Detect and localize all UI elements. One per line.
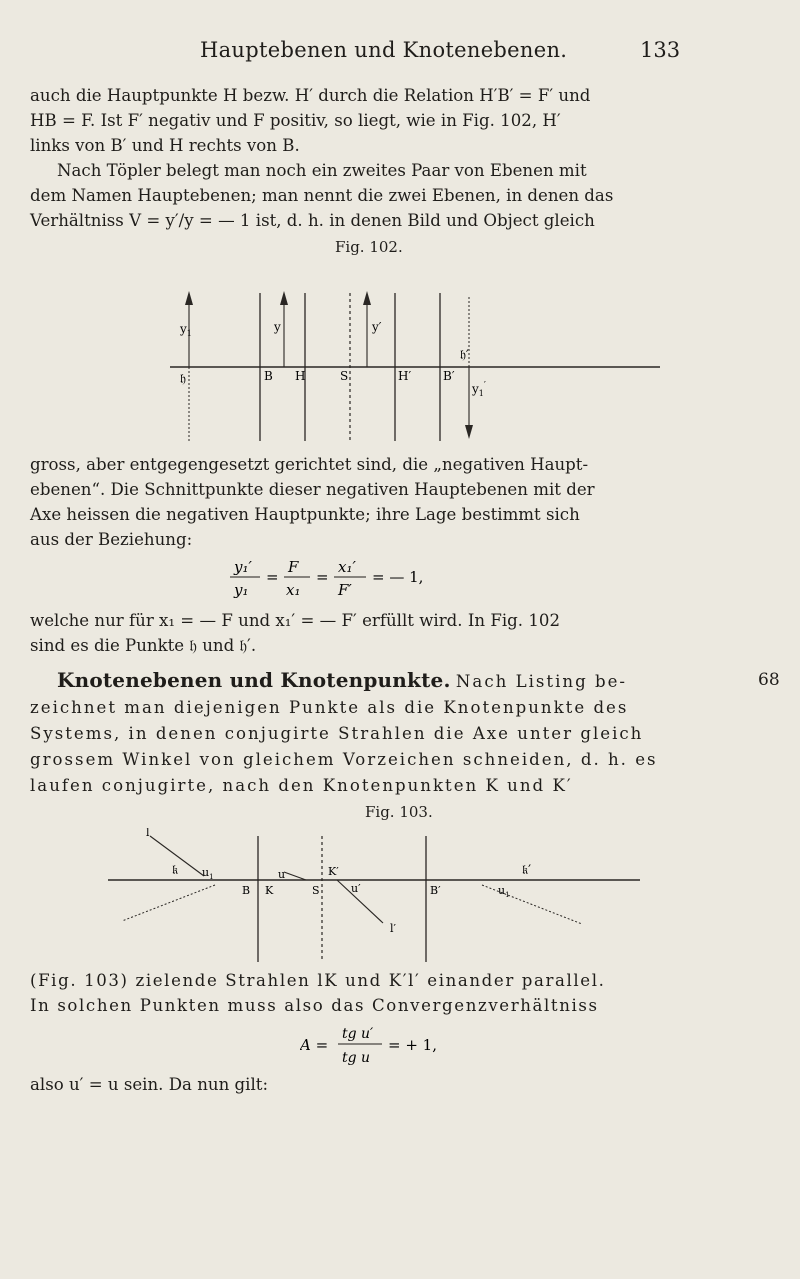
ray-uK xyxy=(284,872,306,880)
label-H: H xyxy=(295,369,306,383)
text-line: also u′ = u sein. Da nun gilt: xyxy=(30,1075,269,1094)
text-span: Nach Listing be- xyxy=(455,672,628,691)
paragraph-hauptpunkte xyxy=(30,83,680,233)
frac1-num: y₁′ xyxy=(234,558,252,576)
formula-lhs: A = xyxy=(300,1036,329,1054)
formula-svg xyxy=(228,552,568,602)
text-line: Verhältniss V = y′/y = — 1 ist, d. h. in denen Bild und Object gleich xyxy=(30,211,595,230)
label-K: K xyxy=(265,884,274,897)
figure-102-caption: Fig. 102. xyxy=(335,238,403,256)
figure-103 xyxy=(100,828,680,972)
label-S: S xyxy=(340,369,349,383)
text-line: auch die Hauptpunkte H bezw. H′ durch die Relation H′B′ = F′ und xyxy=(30,86,591,105)
label-u1: $u_1$ xyxy=(202,866,214,881)
running-title: Hauptebenen und Knotenebenen. xyxy=(200,38,568,62)
text-line: In solchen Punkten muss also das Convergenzverhältniss xyxy=(30,996,599,1015)
formula-convergence xyxy=(300,1020,520,1068)
formula-rhs: = — 1, xyxy=(372,568,424,586)
formula-rhs: = + 1, xyxy=(388,1036,437,1054)
frac-num: tg u′ xyxy=(342,1026,374,1042)
text-line: zeichnet man diejenigen Punkte als die Knotenpunkte des xyxy=(30,698,629,717)
frac3-num: x₁′ xyxy=(338,558,356,576)
label-B-prime: B′ xyxy=(430,884,441,897)
label-frak-k-prime: 𝔨′ xyxy=(522,863,532,878)
section-knotenebenen xyxy=(30,667,680,799)
page-header xyxy=(0,38,800,68)
text-line: sind es die Punkte 𝔥 und 𝔥′. xyxy=(30,636,257,655)
arrowhead-y1 xyxy=(185,291,193,305)
ray-u1-prime-dotted xyxy=(482,885,582,924)
text-line: dem Namen Hauptebenen; man nennt die zwei Ebenen, in denen das xyxy=(30,186,614,205)
paragraph-zielende xyxy=(30,968,680,1018)
figure-102-diagram xyxy=(160,283,670,445)
text-line: grossem Winkel von gleichem Vorzeichen schneiden, d. h. es xyxy=(30,750,658,769)
page-number: 133 xyxy=(640,38,681,62)
label-y1: $y_1$ xyxy=(180,322,192,338)
text-line: links von B′ und H rechts von B. xyxy=(30,136,300,155)
frac2-num: F xyxy=(288,558,299,576)
label-frak-k: 𝔨 xyxy=(172,863,179,878)
frac1-den: y₁ xyxy=(234,581,249,599)
text-line: HB = F. Ist F′ negativ und F positiv, so liegt, wie in Fig. 102, H′ xyxy=(30,111,561,130)
paragraph-negative-hauptebenen xyxy=(30,452,680,552)
section-heading: Knotenebenen und Knotenpunkte. xyxy=(57,668,451,692)
formula-svg xyxy=(300,1020,520,1068)
label-B: B xyxy=(264,369,273,383)
text-line: Systems, in denen conjugirte Strahlen die Axe unter gleich xyxy=(30,724,644,743)
text-line: (Fig. 103) zielende Strahlen lK und K′l′ einander parallel. xyxy=(30,971,606,990)
figure-103-caption: Fig. 103. xyxy=(365,803,433,821)
margin-section-number: 68 xyxy=(758,670,780,690)
arrowhead-y1-prime xyxy=(465,425,473,439)
text-line: aus der Beziehung: xyxy=(30,530,193,549)
frac-den: tg u xyxy=(342,1050,371,1066)
text-line xyxy=(30,667,680,695)
ray-u1-dotted xyxy=(122,885,215,921)
label-B: B xyxy=(242,884,251,897)
label-frak-h-prime: 𝔥′ xyxy=(460,348,469,363)
figure-102 xyxy=(160,283,670,449)
frac3-den: F′ xyxy=(338,581,352,599)
label-u1-prime: $u_1$ xyxy=(498,884,510,899)
paragraph-welche xyxy=(30,608,680,658)
eq2: = xyxy=(316,568,329,586)
paragraph-also xyxy=(30,1072,680,1097)
label-l-prime: l′ xyxy=(390,922,397,935)
text-line: ebenen“. Die Schnittpunkte dieser negativen Hauptebenen mit der xyxy=(30,480,595,499)
figure-103-diagram xyxy=(100,828,680,968)
label-l: l xyxy=(146,828,150,839)
text-line: gross, aber entgegengesetzt gerichtet sind, die „negativen Haupt- xyxy=(30,455,589,474)
label-K-prime: K′ xyxy=(328,865,339,878)
label-u: u xyxy=(278,868,286,881)
arrowhead-y xyxy=(280,291,288,305)
text-line: Axe heissen die negativen Hauptpunkte; ihre Lage bestimmt sich xyxy=(30,505,580,524)
arrowhead-y-prime xyxy=(363,291,371,305)
label-y-prime: y′ xyxy=(372,320,382,334)
label-y1-prime: $y_1'$ xyxy=(472,381,486,398)
label-H-prime: H′ xyxy=(398,369,412,383)
label-S: S xyxy=(312,884,320,897)
label-u-prime: u′ xyxy=(351,882,361,895)
label-y: y xyxy=(274,320,281,334)
label-B-prime: B′ xyxy=(443,369,455,383)
text-line: Nach Töpler belegt man noch ein zweites Paar von Ebenen mit xyxy=(57,161,587,180)
eq1: = xyxy=(266,568,279,586)
frac2-den: x₁ xyxy=(286,581,301,599)
formula-relation xyxy=(228,552,568,602)
text-line: welche nur für x₁ = — F und x₁′ = — F′ erfüllt wird. In Fig. 102 xyxy=(30,611,561,630)
text-line: laufen conjugirte, nach den Knotenpunkten K und K′ xyxy=(30,776,573,795)
label-frak-h: 𝔥 xyxy=(180,372,186,387)
